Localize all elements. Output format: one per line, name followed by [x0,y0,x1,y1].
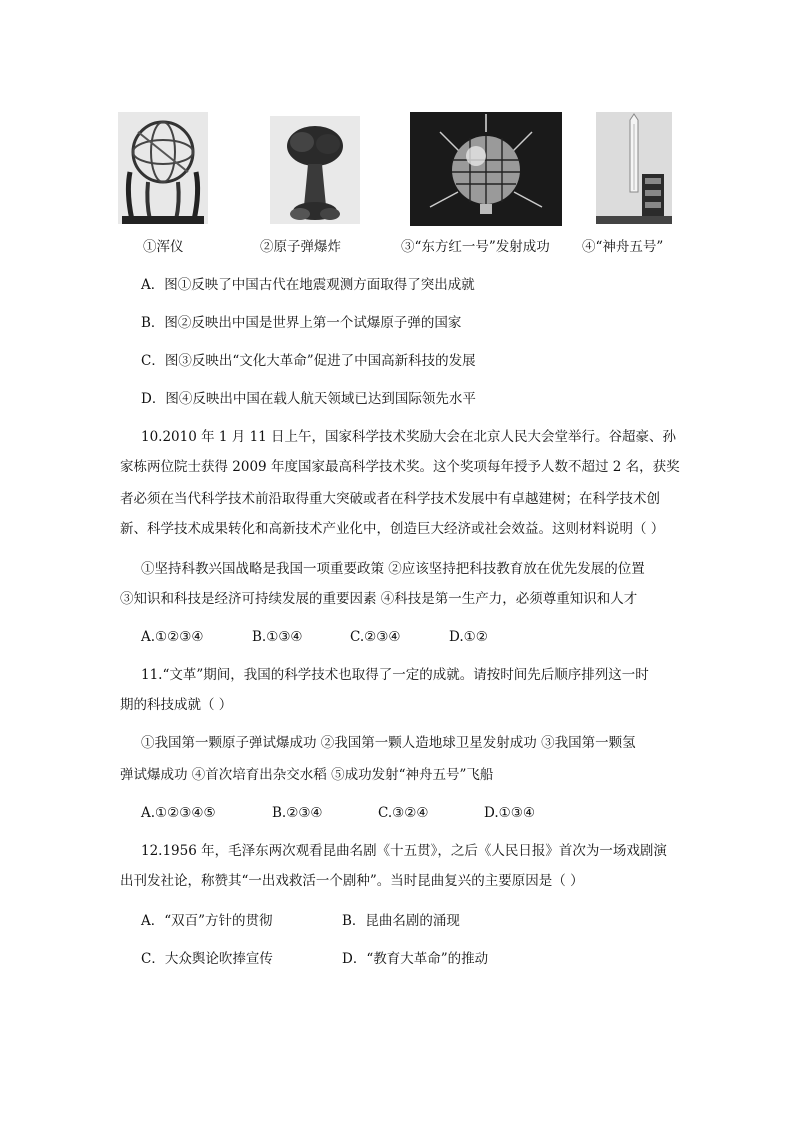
figure-armillary-sphere [118,112,208,228]
figure-dongfanghong-satellite [410,112,562,230]
q12-option-c: C．大众舆论吹捧宣传 [141,951,273,967]
q12-option-d: D．“教育大革命”的推动 [342,951,489,967]
q10-statement-line-1: ①坚持科教兴国战略是我国一项重要政策 ②应该坚持把科技教育放在优先发展的位置 [141,561,645,577]
q12-stem-line-1: 12.1956 年，毛泽东两次观看昆曲名剧《十五贯》，之后《人民日报》首次为一场戏剧演 [141,843,667,859]
q9-option-d: D．图④反映出中国在载人航天领域已达到国际领先水平 [141,391,476,407]
q10-option-b: B.①③④ [252,629,303,645]
q10-option-d: D.①② [449,629,488,645]
satellite-icon [410,112,562,226]
q10-statement-line-2: ③知识和科技是经济可持续发展的重要因素 ④科技是第一生产力，必须尊重知识和人才 [120,591,638,607]
q11-statement-line-1: ①我国第一颗原子弹试爆成功 ②我国第一颗人造地球卫星发射成功 ③我国第一颗氢 [141,735,636,751]
figure-atomic-bomb [270,116,360,228]
q11-option-a: A.①②③④⑤ [141,805,216,821]
q9-option-c: C．图③反映出“文化大革命”促进了中国高新科技的发展 [141,353,476,369]
q11-option-c: C.③②④ [378,805,429,821]
q11-option-d: D.①③④ [484,805,535,821]
figure-caption-armillary: ①浑仪 [143,239,184,255]
figure-caption-shenzhou: ④“神舟五号” [582,239,664,255]
q10-stem-line-4: 新、科学技术成果转化和高新技术产业化中，创造巨大经济或社会效益。这则材料说明（ ） [120,521,665,537]
q12-stem-line-2: 出刊发社论，称赞其“一出戏救活一个剧种”。当时昆曲复兴的主要原因是（ ） [120,873,584,889]
q11-stem-line-1: 11.“文革”期间，我国的科学技术也取得了一定的成就。请按时间先后顺序排列这一时 [141,667,649,683]
armillary-sphere-icon [118,112,208,224]
q10-option-c: C.②③④ [350,629,401,645]
rocket-icon [596,112,672,224]
q11-option-b: B.②③④ [272,805,323,821]
q10-option-a: A.①②③④ [141,629,204,645]
mushroom-cloud-icon [270,116,360,224]
q10-stem-line-1: 10.2010 年 1 月 11 日上午，国家科学技术奖励大会在北京人民大会堂举行。谷超豪、孙 [141,429,677,445]
q9-option-a: A．图①反映了中国古代在地震观测方面取得了突出成就 [141,277,475,293]
q11-statement-line-2: 弹试爆成功 ④首次培育出杂交水稻 ⑤成功发射“神舟五号”飞船 [120,767,494,783]
q11-stem-line-2: 期的科技成就（ ） [120,697,233,713]
q12-option-b: B．昆曲名剧的涌现 [342,913,460,929]
q9-option-b: B．图②反映出中国是世界上第一个试爆原子弹的国家 [141,315,462,331]
q10-stem-line-2: 家栋两位院士获得 2009 年度国家最高科学技术奖。这个奖项每年授予人数不超过 2 名，获奖 [120,459,680,475]
q10-stem-line-3: 者必须在当代科学技术前沿取得重大突破或者在科学技术发展中有卓越建树；在科学技术创 [120,491,660,507]
figure-shenzhou-five [596,112,672,228]
figure-caption-satellite: ③“东方红一号”发射成功 [401,239,550,255]
q12-option-a: A．“双百”方针的贯彻 [141,913,273,929]
figure-caption-atomic-bomb: ②原子弹爆炸 [260,239,341,255]
